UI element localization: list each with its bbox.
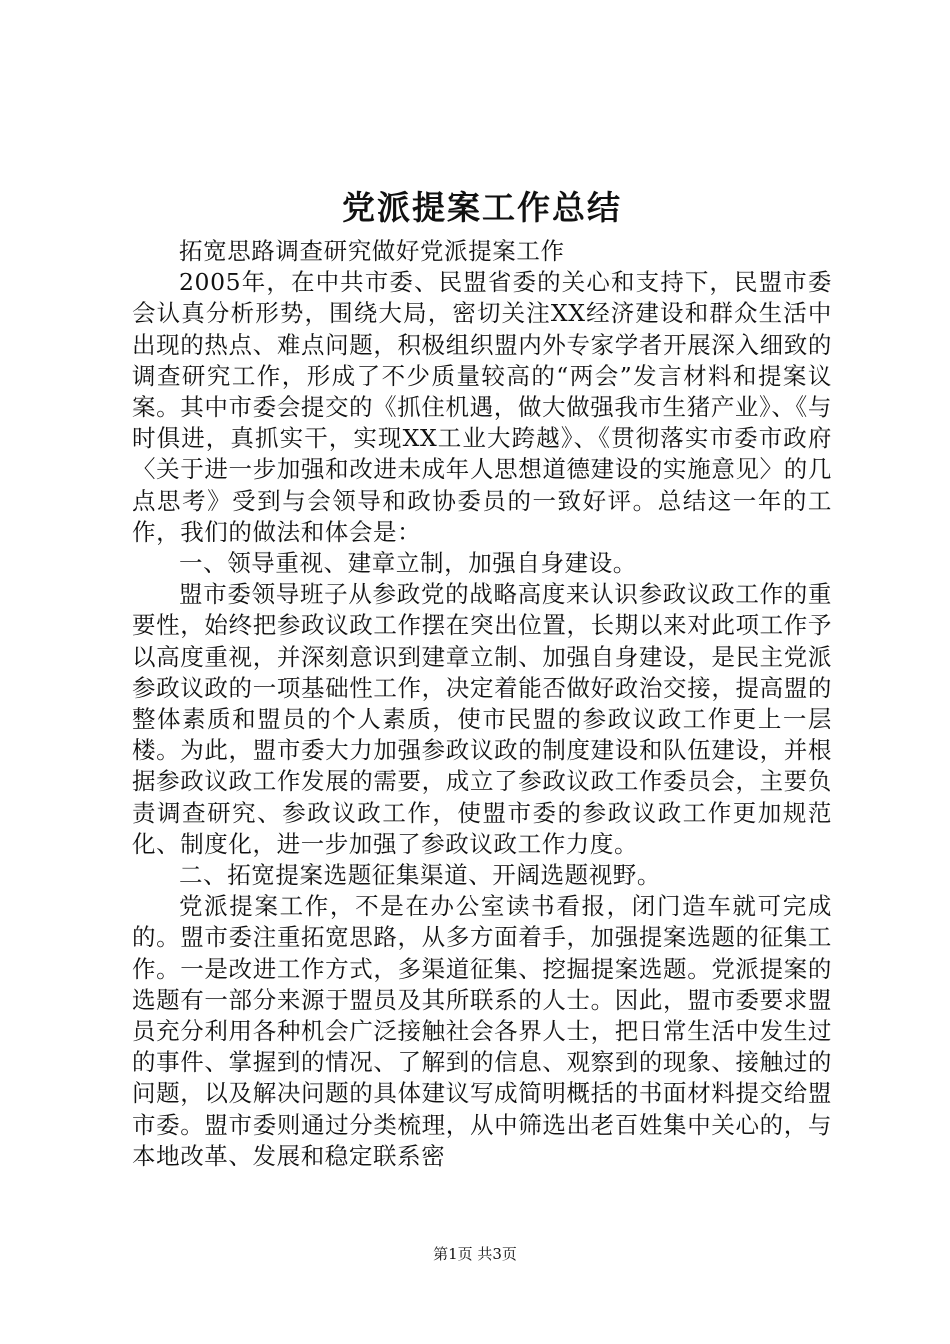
section-heading-1: 一、领导重视、建章立制，加强自身建设。 — [179, 549, 637, 578]
paragraph-section-1: 盟市委领导班子从参政党的战略高度来认识参政议政工作的重要性，始终把参政议政工作摆在突出位置，长期以来对此项工作予以高度重视，并深刻意识到建章立制、加强自身建设，是民主党派参政议政的一项基础性工作，决定着能否做好政治交接，提高盟的整体素质和盟员的个人素质，使市民盟的参政议政工作更上一层楼。为此，盟市委大力加强参政议政的制度建设和队伍建设，并根据参政议政工作发展的需要，成立了参政议政工作委员会，主要负责调查研究、参政议政工作，使盟市委的参政议政工作更加规范化、制度化，进一步加强了参政议政工作力度。 — [132, 580, 832, 858]
document-body — [132, 236, 832, 1172]
paragraph-section-2: 党派提案工作，不是在办公室读书看报，闭门造车就可完成的。盟市委注重拓宽思路，从多方面着手，加强提案选题的征集工作。一是改进工作方式，多渠道征集、挖掘提案选题。党派提案的选题有一部分来源于盟员及其所联系的人士。因此，盟市委要求盟员充分利用各种机会广泛接触社会各界人士，把日常生活中发生过的事件、掌握到的情况、了解到的信息、观察到的现象、接触过的问题，以及解决问题的具体建议写成简明概括的书面材料提交给盟市委。盟市委则通过分类梳理，从中筛选出老百姓集中关心的，与本地改革、发展和稳定联系密 — [132, 892, 832, 1170]
document-title: 党派提案工作总结 — [342, 188, 622, 227]
document-page — [132, 0, 832, 1344]
page-footer: 第1页 共3页 — [433, 1245, 517, 1263]
section-heading-2: 二、拓宽提案选题征集渠道、开阔选题视野。 — [179, 861, 661, 890]
paragraph-intro: 2005年，在中共市委、民盟省委的关心和支持下，民盟市委会认真分析形势，围绕大局，密切关注XX经济建设和群众生活中出现的热点、难点问题，积极组织盟内外专家学者开展深入细致的调查研究工作，形成了不少质量较高的“两会”发言材料和提案议案。其中市委会提交的《抓住机遇，做大做强我市生猪产业》、《与时俱进，真抓实干，实现XX工业大跨越》、《贯彻落实市委市政府〈关于进一步加强和改进未成年人思想道德建设的实施意见〉的几点思考》受到与会领导和政协委员的一致好评。总结这一年的工作，我们的做法和体会是： — [132, 268, 832, 546]
paragraph-subtitle: 拓宽思路调查研究做好党派提案工作 — [179, 237, 565, 265]
